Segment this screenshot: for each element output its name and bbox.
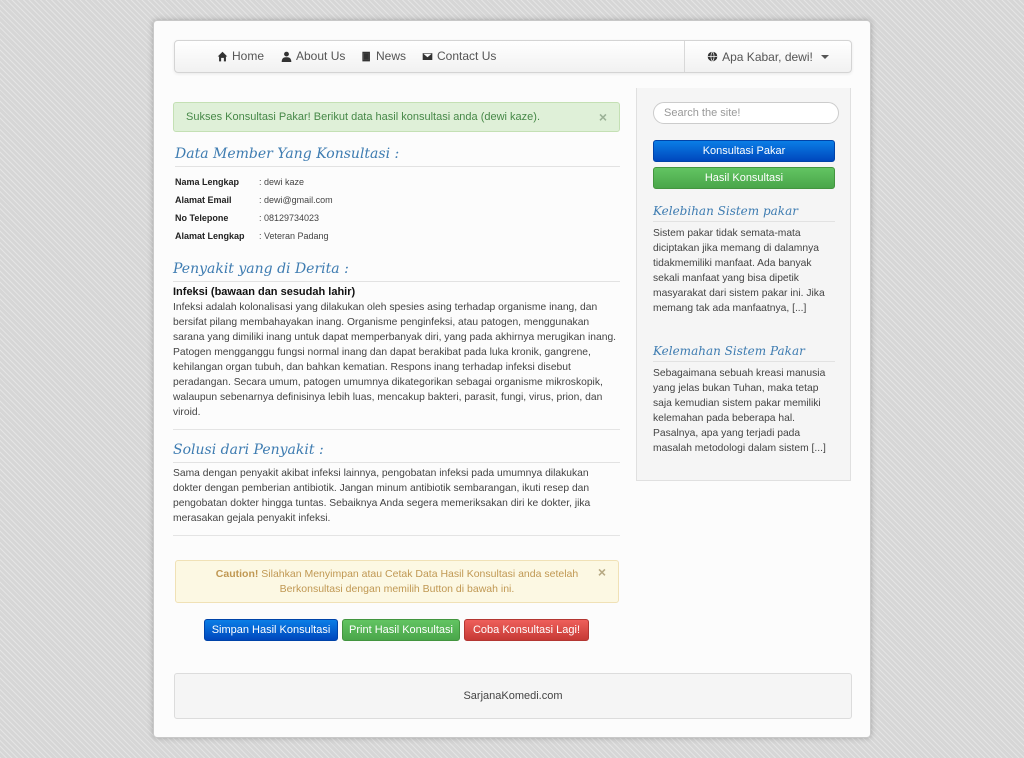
disease-name: Infeksi (bawaan dan sesudah lahir) [173, 286, 356, 298]
weakness-text: Sebagaimana sebuah kreasi manusia yang jelas bukan Tuhan, maka tetap saja kemudian sistem pakar memiliki kelemahan pada beberapa hal. Pasalnya, apa yang terjadi pada masalah metodologi dalam sistem [...] [653, 368, 826, 454]
nav-news-label: News [376, 49, 407, 63]
sidebar [636, 88, 851, 481]
nav-home-label: Home [232, 49, 265, 63]
navbar [174, 40, 852, 73]
weakness-heading: Kelemahan Sistem Pakar [653, 344, 835, 362]
envelope-icon [422, 51, 433, 62]
nav-contact[interactable] [422, 41, 496, 72]
user-dropdown[interactable] [684, 41, 851, 72]
table-row [175, 209, 333, 227]
consult-expert-button[interactable]: Konsultasi Pakar [653, 140, 835, 162]
greeting-label: Apa Kabar, dewi! [722, 49, 813, 64]
disease-description: Infeksi adalah kolonalisasi yang dilakukan oleh spesies asing terhadap organisme inang, dan bersifat pilang membahayakan inang. Organisme penginfeksi, atau patogen, menggunakan sarana yang dimiliki inang untuk dapat memperbanyak diri, yang pada akhirnya merugikan inang. Patogen mengganggu fungsi normal inang dan dapat berakibat pada luka kronik, gangrene, kehilangan organ tubuh, dan bahkan kematian. Respons inang terhadap infeksi disebut peradangan. Secara umum, patogen umumnya dikategorikan sebagai organisme mikroskopik, walaupun sebenarnya definisinya lebih luas, mencakup bakteri, parasit, fungi, virus, prion, dan viroid. [173, 302, 617, 418]
caution-text: Silahkan Menyimpan atau Cetak Data Hasil Konsultasi anda setelah Berkonsultasi dengan memilih Button di bawah ini. [258, 568, 579, 595]
member-label: Alamat Lengkap [175, 231, 245, 241]
save-result-button[interactable]: Simpan Hasil Konsultasi [204, 619, 338, 641]
home-icon [217, 51, 228, 62]
member-value: : Veteran Padang [259, 231, 329, 241]
chevron-down-icon [821, 55, 829, 59]
member-label: No Telepone [175, 213, 229, 223]
print-result-button[interactable]: Print Hasil Konsultasi [342, 619, 460, 641]
success-alert-text: Sukses Konsultasi Pakar! Berikut data hasil konsultasi anda (dewi kaze). [186, 111, 541, 123]
footer-text: SarjanaKomedi.com [463, 690, 563, 702]
search-input[interactable] [653, 102, 839, 124]
nav-home[interactable] [217, 41, 264, 72]
consult-result-button[interactable]: Hasil Konsultasi [653, 167, 835, 189]
member-heading: Data Member Yang Konsultasi : [175, 146, 620, 167]
disease-heading: Penyakit yang di Derita : [173, 261, 620, 282]
advantage-heading: Kelebihan Sistem pakar [653, 204, 835, 222]
book-icon [361, 51, 372, 62]
member-table [175, 173, 333, 245]
success-alert [173, 102, 620, 132]
solution-heading: Solusi dari Penyakit : [173, 442, 620, 463]
divider [173, 535, 620, 536]
page-container [153, 20, 871, 738]
table-row [175, 191, 333, 209]
nav-about[interactable] [281, 41, 345, 72]
member-label: Alamat Email [175, 195, 232, 205]
footer [174, 673, 852, 719]
solution-text: Sama dengan penyakit akibat infeksi lainnya, pengobatan infeksi pada umumnya dilakukan dokter dengan pemberian antibiotik. Jangan minum antibiotik sembarangan, ikuti resep dan pengobatan dokter hingga tuntas. Sebaiknya Anda segera memeriksakan diri ke dokter, jika merasakan gejala penyakit infeksi. [173, 468, 591, 524]
nav-news[interactable] [361, 41, 406, 72]
retry-consultation-button[interactable]: Coba Konsultasi Lagi! [464, 619, 589, 641]
member-label: Nama Lengkap [175, 177, 240, 187]
close-icon[interactable]: × [597, 564, 606, 580]
advantage-text: Sistem pakar tidak semata-mata diciptakan jika memang di dalamnya tidakmemiliki manfaat. Ada banyak sekali manfaat yang bisa dipetik masyarakat dari sistem pakar ini. Jika memang tak ada manfaatnya, [...] [653, 228, 825, 314]
close-icon[interactable]: × [598, 109, 607, 125]
divider [173, 429, 620, 430]
member-value: : 08129734023 [259, 213, 320, 223]
user-icon [281, 51, 292, 62]
nav-contact-label: Contact Us [437, 49, 497, 63]
member-value: : dewi@gmail.com [259, 195, 333, 205]
caution-label: Caution! [215, 568, 259, 580]
member-value: : dewi kaze [259, 177, 305, 187]
nav-about-label: About Us [296, 49, 346, 63]
table-row [175, 227, 333, 245]
globe-icon [707, 51, 718, 62]
table-row [175, 173, 333, 191]
caution-alert [175, 560, 619, 603]
